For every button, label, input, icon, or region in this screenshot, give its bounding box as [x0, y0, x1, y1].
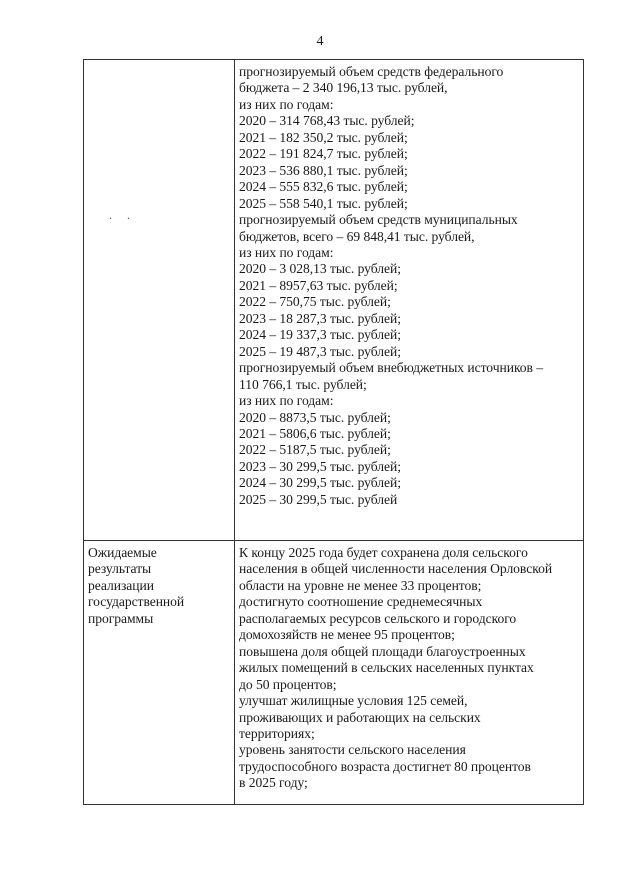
text-line: трудоспособного возраста достигнет 80 процентов [239, 758, 531, 774]
page-number: 4 [316, 34, 324, 49]
text-line: достигнуто соотношение среднемесячных [239, 594, 483, 610]
text-line: прогнозируемый объем внебюджетных источников – [239, 360, 544, 376]
expected-results-label-cell [84, 541, 235, 805]
expected-results-text [235, 541, 583, 796]
text-line: 2025 – 558 540,1 тыс. рублей; [239, 195, 408, 211]
text-line: в 2025 году; [239, 775, 308, 791]
text-line: результаты [88, 561, 152, 577]
text-line: программы [88, 610, 154, 626]
text-line: 2024 – 555 832,6 тыс. рублей; [239, 179, 408, 195]
text-line: из них по годам: [239, 244, 334, 260]
text-line: из них по годам: [239, 393, 334, 409]
funding-text-cell [235, 60, 584, 541]
text-line: 2024 – 30 299,5 тыс. рублей; [239, 475, 401, 491]
text-line: территориях; [239, 725, 315, 741]
text-line: реализации [88, 577, 154, 593]
text-line: населения в общей численности населения Орловской [239, 561, 553, 577]
text-line: государственной [88, 594, 185, 610]
text-line: из них по годам: [239, 96, 334, 112]
text-line: 2024 – 19 337,3 тыс. рублей; [239, 327, 401, 343]
text-line: 2020 – 8873,5 тыс. рублей; [239, 409, 391, 425]
text-line: 2020 – 3 028,13 тыс. рублей; [239, 261, 401, 277]
text-line: 2022 – 191 824,7 тыс. рублей; [239, 146, 408, 162]
text-line: области на уровне не менее 33 процентов; [239, 577, 482, 593]
text-line: 2023 – 536 880,1 тыс. рублей; [239, 162, 408, 178]
text-line: прогнозируемый объем средств муниципальных [239, 212, 518, 228]
text-line: уровень занятости сельского населения [239, 742, 466, 758]
scan-dots: . . [109, 208, 136, 222]
program-passport-table [83, 59, 584, 805]
text-line: домохозяйств не менее 95 процентов; [239, 627, 455, 643]
text-line: 2023 – 18 287,3 тыс. рублей; [239, 310, 401, 326]
text-line: 2021 – 5806,6 тыс. рублей; [239, 425, 391, 441]
text-line: жилых помещений в сельских населенных пунктах [239, 660, 534, 676]
text-line: до 50 процентов; [239, 676, 337, 692]
text-line: Ожидаемые [88, 545, 157, 560]
text-line: прогнозируемый объем средств федерального [239, 64, 504, 79]
text-line: 2022 – 5187,5 тыс. рублей; [239, 442, 391, 458]
funding-text [235, 60, 583, 512]
text-line: 2021 – 8957,63 тыс. рублей; [239, 277, 398, 293]
text-line: проживающих и работающих на сельских [239, 709, 481, 725]
expected-results-row [84, 541, 584, 805]
text-line: 2020 – 314 768,43 тыс. рублей; [239, 113, 415, 129]
text-line: 110 766,1 тыс. рублей; [239, 376, 367, 392]
text-line: К концу 2025 года будет сохранена доля сельского [239, 545, 528, 560]
text-line: 2025 – 30 299,5 тыс. рублей [239, 491, 398, 507]
text-line: бюджетов, всего – 69 848,41 тыс. рублей, [239, 228, 475, 244]
text-line: повышена доля общей площади благоустроенных [239, 643, 526, 659]
text-line: бюджета – 2 340 196,13 тыс. рублей, [239, 80, 448, 96]
text-line: улучшат жилищные условия 125 семей, [239, 693, 468, 709]
expected-results-text-cell [235, 541, 584, 805]
funding-row [84, 60, 584, 541]
funding-label-cell [84, 60, 235, 541]
text-line: 2022 – 750,75 тыс. рублей; [239, 294, 391, 310]
expected-results-label [84, 541, 234, 629]
text-line: располагаемых ресурсов сельского и городского [239, 610, 517, 626]
text-line: 2021 – 182 350,2 тыс. рублей; [239, 129, 408, 145]
text-line: 2025 – 19 487,3 тыс. рублей; [239, 343, 401, 359]
text-line: 2023 – 30 299,5 тыс. рублей; [239, 458, 401, 474]
